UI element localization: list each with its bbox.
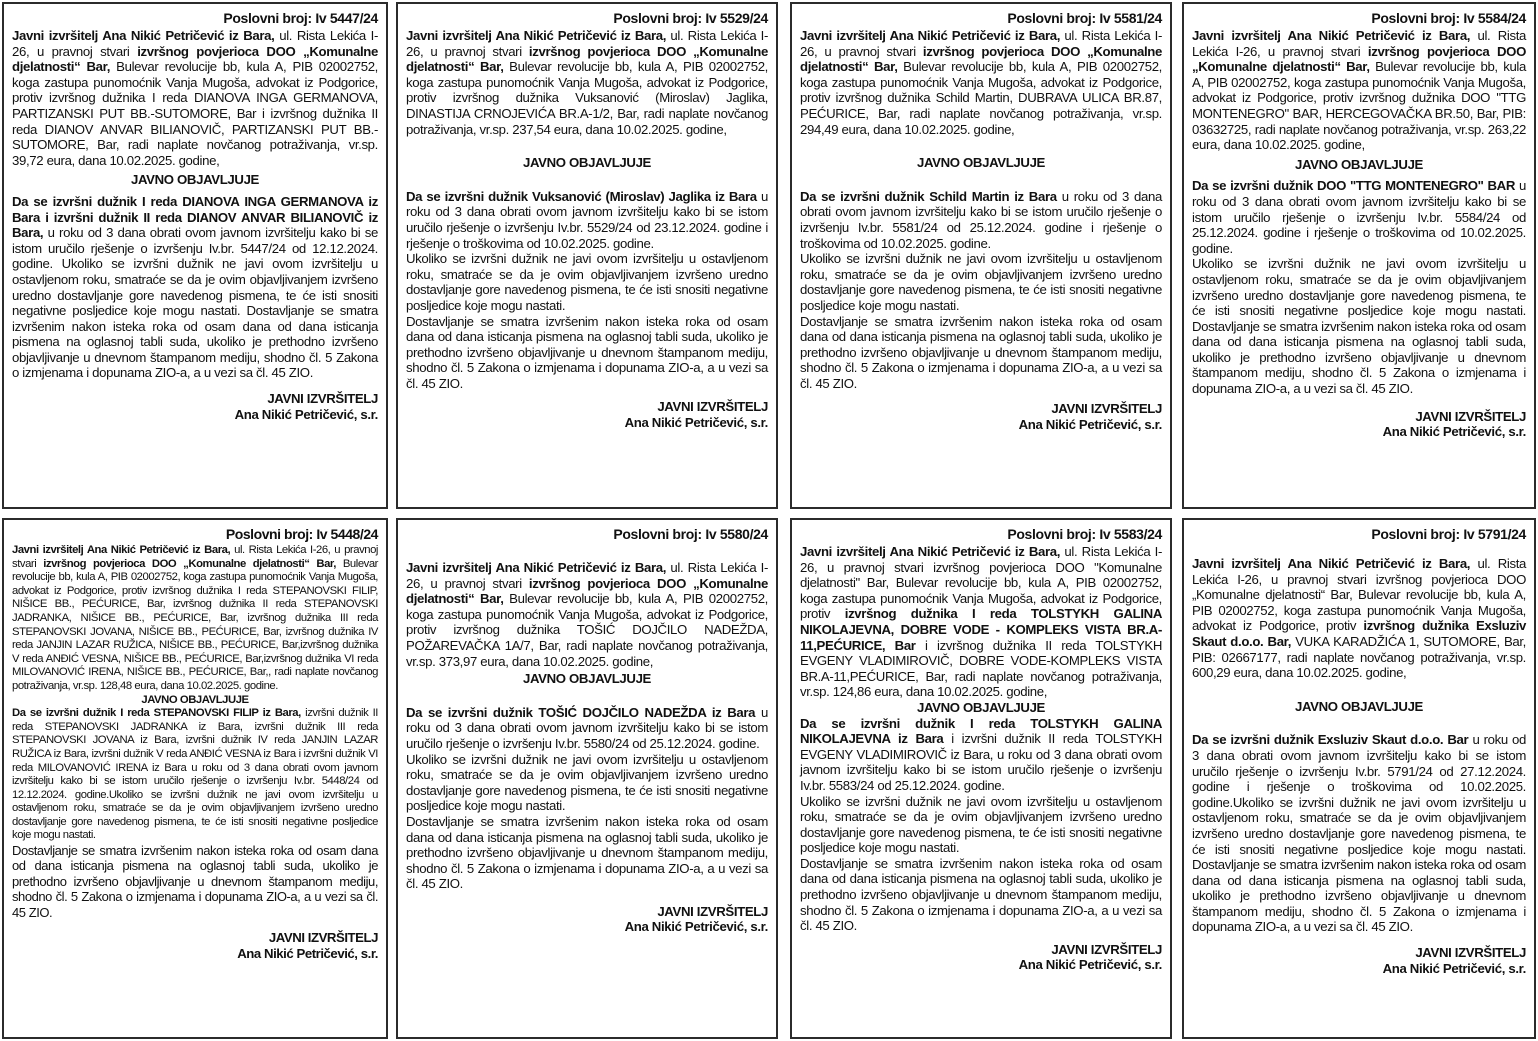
notice-intro (800, 544, 1162, 700)
body-text: u roku od 3 dana obrati ovom javnom izvršitelju kako bi se istom uručilo rješenje o izvršenju Iv.br. 5529/24 od 23.12.2024. godine i rješenje o troškovima od 10.02.2025. godine. (406, 188, 768, 251)
signature-name: Ana Nikić Petričević, s.r. (1018, 957, 1162, 973)
debtor-name: Da se izvršni dužnik DOO "TTG MONTENEGRO" BAR (1192, 178, 1516, 194)
case-number: Poslovni broj: Iv 5791/24 (1371, 526, 1526, 542)
enforcer-name: Javni izvršitelj Ana Nikić Petričević iz Bara, (1192, 556, 1471, 571)
notice-body-2: Ukoliko se izvršni dužnik ne javi ovom izvršitelju u ostavljenom roku, smatraće se da je ovim objavljivanjem izvršeno uredno dostavljanje gore navedenog pismena, te će isti snositi negativne posljedice koje mogu nastati. (406, 751, 768, 814)
enforcer-name: Javni izvršitelj Ana Nikić Petričević iz Bara, (12, 28, 275, 43)
body-text: u roku od 3 dana obrati ovom javnom izvršitelju kako bi se istom uručilo rješenje o izvršenju Iv.br. 5580/24 od 25.12.2024. godine. (406, 704, 768, 751)
intro-text-cont: i izvršnog dužnika II reda TOLSTYKH EVGENY VLADIMIROVIČ, DOBRE VODE-KOMPLEKS VISTA BR.A-11,PEĆURICE, Bar, radi naplate novčanog potraživanja, vr.sp. 124,86 eura, dana 10.02.2025. godine, (800, 637, 1163, 700)
notice-body (1192, 178, 1526, 256)
notice-intro (12, 28, 378, 168)
intro-text: ul. Rista Lekića I-26, u pravnoj stvari (1192, 28, 1527, 59)
notice-body-2: Ukoliko se izvršni dužnik ne javi ovom izvršitelju u ostavljenom roku, smatraće se da je ovim objavljivanjem izvršeno uredno dostavljanje gore navedenog pismena, te će isti snositi negativne posljedice koje mogu nastati. (406, 251, 768, 313)
signature-title: JAVNI IZVRŠITELJ (1051, 941, 1162, 957)
debtor-name: Da se izvršni dužnik I reda STEPANOVSKI FILIP iz Bara, (12, 707, 301, 720)
debtor-name: Da se izvršni dužnik I reda TOLSTYKH GALINA NIKOLAJEVNA iz Bara (800, 715, 1162, 747)
notice-intro (800, 28, 1162, 137)
notice-intro (1192, 28, 1526, 153)
enforcer-name: Javni izvršitelj Ana Nikić Petričević iz Bara, (12, 544, 231, 556)
notice-heading: JAVNO OBJAVLJUJE (916, 699, 1046, 715)
signature-title: JAVNI IZVRŠITELJ (267, 391, 378, 407)
notice-body-3: Dostavljanje se smatra izvršenim nakon isteka roka od osam dana od dana isticanja pismena na oglasnoj tabli suda, ukoliko je prethodno izvršeno objavljivanje u dnevnom štampanom mediju, shodno čl. 5 Zakona o izmjenama i dopunama ZIO-a, a u vezi sa čl. 45 ZIO. (406, 313, 768, 391)
intro-text: ul. Rista Lekića I-26, u pravnoj stvari (406, 28, 769, 59)
notice-iv-5448 (2, 518, 388, 1039)
notice-heading: JAVNO OBJAVLJUJE (1294, 156, 1424, 172)
enforcer-name: Javni izvršitelj Ana Nikić Petričević iz Bara, (406, 560, 667, 575)
notice-body (800, 716, 1162, 794)
debtor-name-1: izvršnog dužnika I reda TOLSTYKH GALINA NIKOLAJEVNA, DOBRE VODE - KOMPLEKS VISTA BR.A-11,PEĆURICE, Bar (800, 606, 1162, 653)
debtor-name: Da se izvršni dužnik TOŠIĆ DOJČILO NADEŽDA iz Bara (406, 704, 756, 720)
case-number: Poslovni broj: Iv 5448/24 (225, 526, 378, 542)
intro-text-cont: Bulevar revolucije bb, kula A, PIB 02002752, koga zastupa punomoćnik Vanja Mugoša, advokat iz Podgorice, protiv izvršnog dužnika DOO "TTG MONTENEGRO" BAR, HERCEGOVAČKA BR.50, Bar, PIB: 03632725, radi naplate novčanog potraživanja, vr.sp. 263,22 eura, dana 10.02.2025. godine, (1192, 59, 1526, 153)
debtor-name: Da se izvršni dužnik Vuksanović (Miroslav) Jaglika iz Bara (406, 188, 757, 204)
notice-heading: JAVNO OBJAVLJUJE (130, 172, 260, 188)
notice-heading: JAVNO OBJAVLJUJE (141, 693, 249, 706)
case-number: Poslovni broj: Iv 5447/24 (223, 10, 378, 26)
intro-text-cont: Bulevar revolucije bb, kula A, PIB 02002752, koga zastupa punomoćnik Vanja Mugoša, advokat iz Podgorice, protiv izvršnog dužnika I reda DIANOVA INGA GERMANOVA, PARTIZANSKI PUT BB.-SUTOMORE, Bar i izvršnog dužnika II reda DIANOV ANVAR BILIANOVIČ, PARTIZANSKI PUT BB.-SUTOMORE, Bar, radi naplate novčanog potraživanja, vr.sp. 39,72 eura, dana 10.02.2025. godine, (12, 59, 378, 168)
signature-title: JAVNI IZVRŠITELJ (1415, 945, 1526, 961)
signature-name: Ana Nikić Petričević, s.r. (1018, 417, 1162, 433)
signature-name: Ana Nikić Petričević, s.r. (624, 919, 768, 935)
intro-text-cont: Bulevar revolucije bb, kula A, PIB 02002752, koga zastupa punomoćnik Vanja Mugoša, advokat iz Podgorice, protiv izvršnog dužnika Schild Martin, DUBRAVA ULICA BR.87, PEĆURICE, Bar, radi naplate novčanog potraživanja, vr.sp. 294,49 eura, dana 10.02.2025. godine, (800, 59, 1162, 137)
case-number: Poslovni broj: Iv 5580/24 (613, 526, 768, 542)
enforcer-name: Javni izvršitelj Ana Nikić Petričević iz Bara, (800, 28, 1061, 43)
signature-name: Ana Nikić Petričević, s.r. (624, 415, 768, 431)
notice-body (12, 194, 378, 381)
signature-name: Ana Nikić Petričević, s.r. (1382, 960, 1526, 976)
notice-iv-5447 (2, 2, 388, 509)
body-text: izvršni dužnik II reda STEPANOVSKI JADRANKA iz Bara, izvršni dužnik III reda STEPANOVSKI JOVANA iz Bara, izvršni dužnik IV reda JANJIN LAZAR RUŽICA iz Bara, izvršni dužnik V reda ANĐIĆ VESNA iz Bara i izvršni dužnik VI reda MILOVANOVIĆ IRENA iz Bara u roku od 3 dana obrati ovom javnom izvršitelju kako bi se istom uručilo rješenje o izvršenju Iv.br. 5448/24 od 12.12.2024. godine.Ukoliko se izvršni dužnik ne javi ovom izvršitelju u ostavljenom roku, smatraće se da je ovim objavljivanjem izvršeno uredno dostavljanje gore navedenog pismena, te će isti snositi negativne posljedice koje mogu nastati. (12, 707, 378, 842)
notice-body (1192, 732, 1526, 935)
notice-body-2: Ukoliko se izvršni dužnik ne javi ovom izvršitelju u ostavljenom roku, smatraće se da je ovim objavljivanjem izvršeno uredno dostavljanje gore navedenog pismena, te će isti snositi negativne posljedice koje mogu nastati. Dostavljanje se smatra izvršenim nakon isteka roka od osam dana od dana isticanja pismena na oglasnoj tabli suda, ukoliko je prethodno izvršeno objavljivanje u dnevnom štampanom mediju, shodno čl. 5 Zakona o izmjenama i dopunama ZIO-a, a u vezi sa čl. 45 ZIO. (1192, 256, 1526, 397)
case-number: Poslovni broj: Iv 5583/24 (1007, 526, 1162, 542)
intro-text: ul. Rista Lekića I-26, u pravnoj stvari izvršnog povjerioca DOO „Komunalne djelatnosti“ Bar, Bulevar revolucije bb, kula A, PIB 02002752, koga zastupa punomoćnik Vanja Mugoša, advokat iz Podgorice, protiv (1192, 556, 1527, 634)
notice-iv-5581 (790, 2, 1172, 509)
notice-body-3: Dostavljanje se smatra izvršenim nakon isteka roka od osam dana od dana isticanja pismena na oglasnoj tabli suda, ukoliko je prethodno izvršeno objavljivanje u dnevnom štampanom mediju, shodno čl. 5 Zakona o izmjenama i dopunama ZIO-a, a u vezi sa čl. 45 ZIO. (406, 813, 768, 892)
enforcer-name: Javni izvršitelj Ana Nikić Petričević iz Bara, (1192, 28, 1471, 43)
enforcer-name: Javni izvršitelj Ana Nikić Petričević iz Bara, (406, 28, 667, 43)
signature-name: Ana Nikić Petričević, s.r. (237, 945, 378, 961)
intro-text: ul. Rista Lekića I-26, u pravnoj stvari (800, 28, 1163, 59)
intro-text-cont: Bulevar revolucije bb, kula A, PIB 02002752, koga zastupa punomoćnik Vanja Mugoša, advokat iz Podgorice, protiv izvršnog dužnika I reda STEPANOVSKI FILIP, NIŠICE BB., PEĆURICE, Bar, izvršnog dužnika II reda STEPANOVSKI JADRANKA, NIŠICE BB., PEĆURICE, Bar, izvršnog dužnika III reda STEPANOVSKI JOVANA, NIŠICE BB., PEĆURICE, Bar, izvršnog dužnika IV reda JANJIN LAZAR RUŽICA, NIŠICE BB., PEĆURICE, Bar,izvršnog dužnika V reda ANĐIĆ VESNA, NIŠICE BB., PEĆURICE, Bar,izvršnog dužnika VI reda MILOVANOVIĆ IRENA, NIŠICE BB., PEĆURICE, Bar,, radi naplate novčanog potraživanja, vr.sp. 128,48 eura, dana 10.02.2025. godine. (12, 557, 378, 692)
intro-text-cont: Bulevar revolucije bb, kula A, PIB 02002752, koga zastupa punomoćnik Vanja Mugoša, advokat iz Podgorice, protiv izvršnog dužnika TOŠIĆ DOJČILO NADEŽDA, POŽAREVAČKA 1A/7, Bar, radi naplate novčanog potraživanja, vr.sp. 373,97 eura, dana 10.02.2025. godine, (406, 591, 768, 669)
signature-title: JAVNI IZVRŠITELJ (1415, 408, 1526, 424)
notice-intro (12, 544, 378, 694)
notice-body-2: Dostavljanje se smatra izvršenim nakon isteka roka od osam dana od dana isticanja pismena na oglasnoj tabli suda, ukoliko je prethodno izvršeno objavljivanje u dnevnom štampanom mediju, shodno čl. 5 Zakona o izmjenama i dopunama ZIO-a, a u vezi sa čl. 45 ZIO. (12, 843, 378, 920)
notice-body (406, 705, 768, 752)
signature-title: JAVNI IZVRŠITELJ (657, 903, 768, 919)
body-text: u roku od 3 dana obrati ovom javnom izvršitelju kako bi se istom uručilo rješenje o izvršenju Iv.br. 5581/24 od 25.12.2024. godine i rješenje o troškovima od 10.02.2025. godine. (800, 188, 1162, 251)
case-number: Poslovni broj: Iv 5584/24 (1371, 10, 1526, 26)
notice-iv-5580 (396, 518, 778, 1039)
enforcer-name: Javni izvršitelj Ana Nikić Petričević iz Bara, (800, 544, 1061, 559)
body-text: u roku od 3 dana obrati ovom javnom izvršitelju kako bi se istom uručilo rješenje o izvršenju Iv.br. 5447/24 od 12.12.2024. godine. Ukoliko se izvršni dužnik ne javi ovom izvršitelju u ostavljenom roku, smatraće se da je ovim objavljivanjem izvršeno uredno dostavljanje gore navedenog pismena, te će isti snositi negativne posljedice koje mogu nastati. Dostavljanje se smatra izvršenim nakon isteka roka od osam dana od dana isticanja pismena na oglasnoj tabli suda, ukoliko je prethodno izvršeno objavljivanje u dnevnom štampanom mediju, shodno čl. 5 Zakona o izmjenama i dopunama ZIO-a, a u vezi sa čl. 45 ZIO. (12, 225, 378, 381)
notice-body (406, 189, 768, 251)
intro-text-cont: VUKA KARADŽIĆA 1, SUTOMORE, Bar, PIB: 02667177, radi naplate novčanog potraživanja, vr.sp. 600,29 eura, dana 10.02.2025. godine, (1192, 633, 1526, 681)
case-number: Poslovni broj: Iv 5581/24 (1007, 10, 1162, 26)
notice-iv-5791 (1182, 518, 1536, 1039)
notice-body-2: Ukoliko se izvršni dužnik ne javi ovom izvršitelju u ostavljenom roku, smatraće se da je ovim objavljivanjem izvršeno uredno dostavljanje gore navedenog pismena, te će isti snositi negativne posljedice koje mogu nastati. (800, 793, 1162, 856)
intro-text: ul. Rista Lekića I-26, u pravnoj stvari (12, 28, 378, 59)
debtor-name: Da se izvršni dužnik I reda DIANOVA INGA GERMANOVA iz Bara i izvršni dužnik II reda DIANOV ANVAR BILIANOVIČ iz Bara, (12, 193, 378, 241)
notice-body-2: Ukoliko se izvršni dužnik ne javi ovom izvršitelju u ostavljenom roku, smatraće se da je ovim objavljivanjem izvršeno uredno dostavljanje gore navedenog pismena, te će isti snositi negativne posljedice koje mogu nastati. (800, 251, 1162, 313)
notice-intro (406, 28, 768, 137)
intro-text: ul. Rista Lekića I-26, u pravnoj stvari (406, 560, 769, 591)
notice-iv-5584 (1182, 2, 1536, 509)
debtor-name: Da se izvršni dužnik Schild Martin iz Bara (800, 188, 1057, 204)
notice-body-3: Dostavljanje se smatra izvršenim nakon isteka roka od osam dana od dana isticanja pismena na oglasnoj tabli suda, ukoliko je prethodno izvršeno objavljivanje u dnevnom štampanom mediju, shodno čl. 5 Zakona o izmjenama i dopunama ZIO-a, a u vezi sa čl. 45 ZIO. (800, 313, 1162, 391)
notice-heading: JAVNO OBJAVLJUJE (1294, 698, 1424, 714)
notice-intro (406, 560, 768, 669)
case-number: Poslovni broj: Iv 5529/24 (613, 10, 768, 26)
creditor-name: izvršnog povjerioca DOO „Komunalne djelatnosti“ Bar, (1192, 43, 1527, 75)
creditor-name: izvršnog povjerioca DOO „Komunalne djelatnosti“ Bar, (406, 575, 768, 607)
signature-title: JAVNI IZVRŠITELJ (268, 930, 378, 946)
intro-text: ul. Rista Lekića I-26, u pravnoj stvari (12, 544, 378, 570)
signature-name: Ana Nikić Petričević, s.r. (234, 406, 378, 422)
body-text: i izvršni dužnik II reda TOLSTYKH EVGENY VLADIMIROVIČ iz Bara, u roku od 3 dana obrati ovom javnom izvršitelju kako bi se istom uručilo rješenje o izvršenju Iv.br. 5583/24 od 25.12.2024. godine. (800, 731, 1162, 793)
notice-body (800, 189, 1162, 251)
intro-text-cont: Bulevar revolucije bb, kula A, PIB 02002752, koga zastupa punomoćnik Vanja Mugoša, advokat iz Podgorice, protiv izvršnog dužnika Vuksanović (Miroslav) Jaglika, DINASTIJA CRNOJEVIĆA BR.A-1/2, Bar, radi naplate novčanog potraživanja, vr.sp. 237,54 eura, dana 10.02.2025. godine, (406, 59, 768, 137)
notice-heading: JAVNO OBJAVLJUJE (522, 671, 652, 687)
signature-name: Ana Nikić Petričević, s.r. (1382, 424, 1526, 440)
debtor-name-intro: izvršnog dužnika Exsluziv Skaut d.o.o. Bar, (1192, 618, 1526, 649)
intro-text: ul. Rista Lekića I-26, u pravnoj stvari izvršnog povjerioca DOO "Komunalne djelatnosti" Bar, Bulevar revolucije bb, kula A, PIB 02002752, koga zastupa punomoćnik Vanja Mugoša, advokat iz Podgorice, protiv (800, 544, 1163, 622)
notice-heading: JAVNO OBJAVLJUJE (522, 155, 652, 171)
creditor-name: izvršnog povjerioca DOO „Komunalne djelatnosti“ Bar, (800, 43, 1162, 75)
signature-title: JAVNI IZVRŠITELJ (657, 399, 768, 415)
signature-title: JAVNI IZVRŠITELJ (1051, 401, 1162, 417)
notice-body (12, 707, 378, 843)
notice-iv-5583 (790, 518, 1172, 1039)
notice-body-3: Dostavljanje se smatra izvršenim nakon isteka roka od osam dana od dana isticanja pismena na oglasnoj tabli suda, ukoliko je prethodno izvršeno objavljivanje u dnevnom štampanom mediju, shodno čl. 5 Zakona o izmjenama i dopunama ZIO-a, a u vezi sa čl. 45 ZIO. (800, 855, 1162, 934)
body-text: u roku od 3 dana obrati ovom javnom izvršitelju kako bi se istom uručilo rješenje o izvršenju Iv.br. 5791/24 od 27.12.2024. godine i rješenje o troškovima od 10.02.2025. godine.Ukoliko se izvršni dužnik ne javi ovom izvršitelju u ostavljenom roku, smatraće se da je ovim objavljivanjem izvršeno uredno dostavljanje gore navedenog pismena, te će isti snositi negativne posljedice koje mogu nastati. Dostavljanje se smatra izvršenim nakon isteka roka od osam dana od dana isticanja pismena na oglasnoj tabli suda, ukoliko je prethodno izvršeno objavljivanje u dnevnom štampanom mediju, shodno čl. 5 Zakona o izmjenama i dopunama ZIO-a, a u vezi sa čl. 45 ZIO. (1192, 732, 1526, 935)
debtor-name: Da se izvršni dužnik Exsluziv Skaut d.o.o. Bar (1192, 732, 1469, 748)
notice-iv-5529 (396, 2, 778, 509)
creditor-name: izvršnog povjerioca DOO „Komunalne djelatnosti“ Bar, (43, 557, 336, 570)
creditor-name: izvršnog povjerioca DOO „Komunalne djelatnosti“ Bar, (12, 43, 378, 75)
notice-heading: JAVNO OBJAVLJUJE (916, 155, 1046, 171)
body-text: u roku od 3 dana obrati ovom javnom izvršitelju kako bi se istom uručilo rješenje o izvršenju Iv.br. 5584/24 od 25.12.2024. godine i rješenje o troškovima od 10.02.2025. godine. (1192, 178, 1526, 256)
notice-intro (1192, 556, 1526, 681)
creditor-name: izvršnog povjerioca DOO „Komunalne djelatnosti“ Bar, (406, 43, 768, 75)
